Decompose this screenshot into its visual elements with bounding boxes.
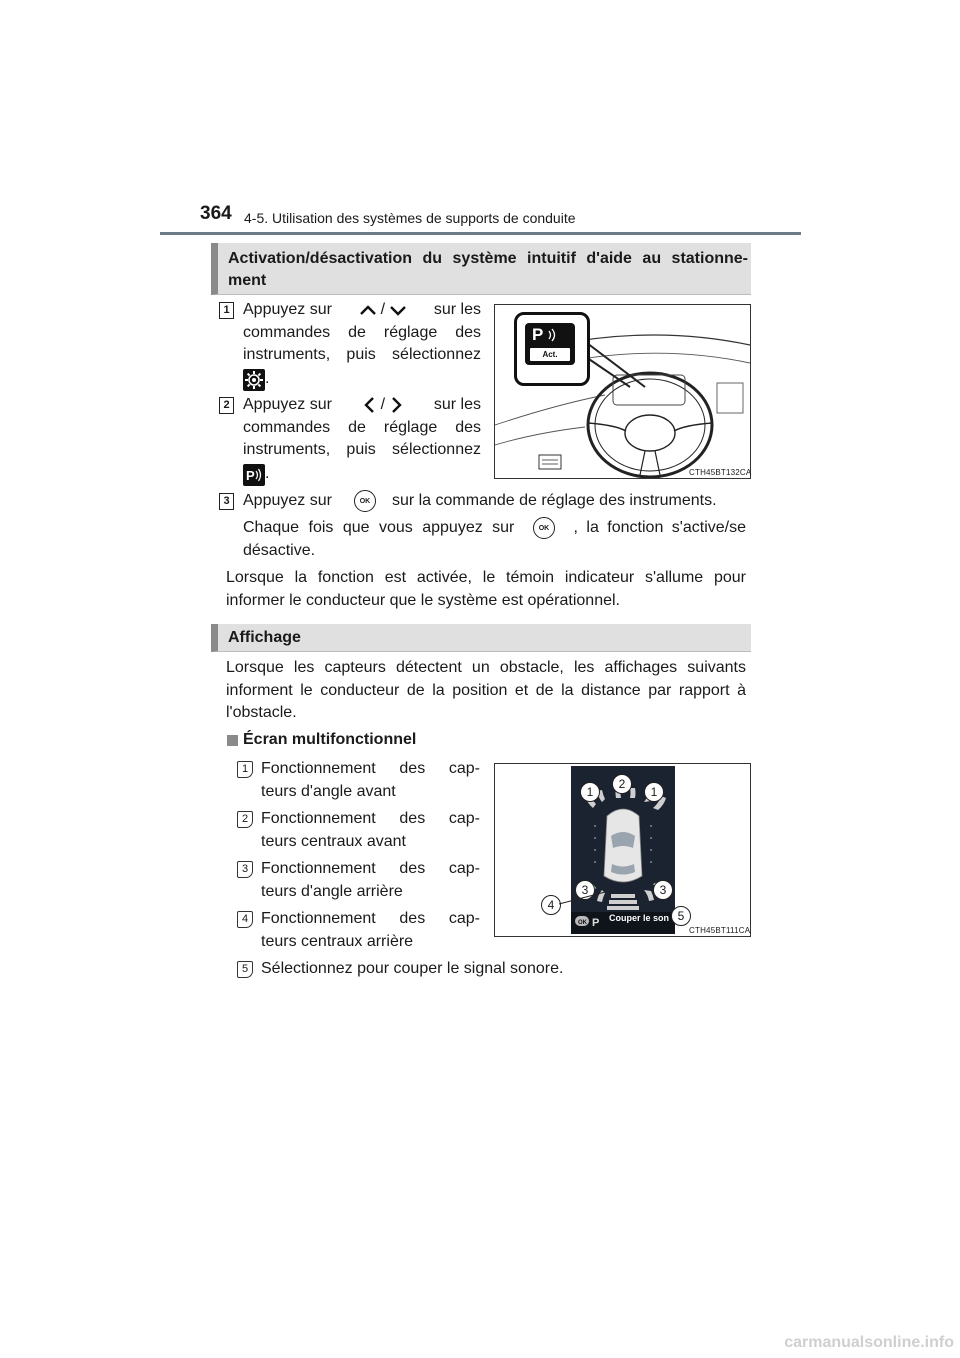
step-3-note-line-1 xyxy=(243,517,746,540)
display-paragraph-line-2: informent le conducteur de la position et de la distance par rapport à xyxy=(226,681,746,699)
step-2-slash: / xyxy=(380,396,386,413)
step-number-2: 2 xyxy=(219,397,234,414)
step-1-arrows xyxy=(359,299,407,322)
header-rule xyxy=(160,232,801,235)
indicator-symbol: P xyxy=(532,325,544,344)
section-heading-display: Affichage xyxy=(211,624,751,652)
section-heading-line-1: Activation/désactivation du système intuitif d'aide au stationne- xyxy=(228,250,748,267)
step-1-line-2: commandes de réglage des xyxy=(243,323,481,341)
list-item xyxy=(261,858,480,903)
svg-text:P: P xyxy=(246,467,255,483)
section-heading-line-2: ment xyxy=(228,272,267,289)
list-item-line-1: Fonctionnement des cap- xyxy=(261,860,480,877)
step-2-period: . xyxy=(265,465,270,482)
list-item-line-1: Sélectionnez pour couper le signal sonore. xyxy=(261,960,564,977)
step-1-line-4 xyxy=(243,367,481,391)
step-1-slash: / xyxy=(380,301,386,318)
step-2-text xyxy=(243,394,481,486)
callout-1-left: 1 xyxy=(580,782,600,802)
callout-5: 5 xyxy=(671,906,691,926)
list-item xyxy=(261,908,480,953)
step-1-text xyxy=(243,299,481,391)
display-ok-label: OK xyxy=(578,920,587,926)
chevron-right-icon xyxy=(391,396,403,414)
figure-code: CTH45BT111CA xyxy=(689,926,751,935)
chevron-down-icon xyxy=(389,304,407,316)
list-number-1: 1 xyxy=(237,761,253,778)
list-number-4: 4 xyxy=(237,911,253,928)
gear-icon xyxy=(243,369,265,391)
list-item-line-1: Fonctionnement des cap- xyxy=(261,760,480,777)
section-heading-activation xyxy=(211,243,751,295)
list-item-line-2: teurs centraux arrière xyxy=(261,932,414,950)
callout-2: 2 xyxy=(612,774,632,794)
step-3-note-lead: Chaque fois que vous appuyez sur xyxy=(243,519,515,536)
list-number-2: 2 xyxy=(237,811,253,828)
step-3-tail: sur la commande de réglage des instruments. xyxy=(391,492,717,509)
step-1-lead: Appuyez sur xyxy=(243,301,332,318)
page-number: 364 xyxy=(200,203,232,224)
indicator-act-label: Act. xyxy=(530,348,570,361)
step-number-3: 3 xyxy=(219,493,234,510)
callout-leader-line xyxy=(495,764,750,936)
list-item-line-1: Fonctionnement des cap- xyxy=(261,910,480,927)
step-1-line-3: instruments, puis sélectionnez xyxy=(243,346,481,363)
step-2-line-1 xyxy=(243,394,481,417)
chevron-left-icon xyxy=(363,396,375,414)
callout-badge-frame xyxy=(514,312,590,386)
step-3-note-tail: , la fonction s'active/se xyxy=(573,519,746,536)
list-number-3: 3 xyxy=(237,861,253,878)
activation-paragraph-line-1: Lorsque la fonction est activée, le témoin indicateur s'allume pour xyxy=(226,569,746,586)
figure-multi-display xyxy=(494,763,751,937)
display-p-label: P xyxy=(592,917,600,929)
list-item-line-1: Fonctionnement des cap- xyxy=(261,810,480,827)
list-number-5: 5 xyxy=(237,961,253,978)
list-item-line-2: teurs d'angle avant xyxy=(261,782,396,800)
subheading-multi-display: Écran multifonctionnel xyxy=(243,731,417,748)
display-paragraph xyxy=(226,657,746,725)
activation-paragraph xyxy=(226,567,746,612)
callout-3-left: 3 xyxy=(575,880,595,900)
figure-code: CTH45BT132CA xyxy=(689,468,752,477)
step-3-note xyxy=(243,517,746,562)
activation-paragraph-line-2: informer le conducteur que le système est opérationnel. xyxy=(226,591,620,609)
sensor-waves-icon xyxy=(547,326,563,344)
step-2-arrows xyxy=(363,394,403,417)
mute-label: Couper le son xyxy=(609,913,670,923)
display-paragraph-line-3: l'obstacle. xyxy=(226,704,297,721)
step-3-note-line-2: désactive. xyxy=(243,541,316,559)
parking-assist-indicator xyxy=(525,323,575,365)
list-item-line-2: teurs centraux avant xyxy=(261,832,406,850)
parking-sensor-icon xyxy=(243,464,265,486)
callout-3-right: 3 xyxy=(653,880,673,900)
figure-steering-wheel xyxy=(494,304,751,479)
step-3-line-1 xyxy=(243,490,753,513)
step-3-lead: Appuyez sur xyxy=(243,492,332,509)
square-bullet-icon xyxy=(227,735,238,746)
step-1-line-1 xyxy=(243,299,481,322)
step-1-tail: sur les xyxy=(433,301,481,318)
list-item-line-2: teurs d'angle arrière xyxy=(261,882,403,900)
step-2-line-4 xyxy=(243,462,481,486)
chevron-up-icon xyxy=(359,304,377,316)
step-1-period: . xyxy=(265,370,270,387)
step-3-text xyxy=(243,490,753,513)
callout-1-right: 1 xyxy=(644,782,664,802)
ok-button-icon: OK xyxy=(354,490,376,512)
watermark: carmanualsonline.info xyxy=(784,1334,954,1351)
list-item xyxy=(261,808,480,853)
callout-4: 4 xyxy=(541,895,561,915)
display-paragraph-line-1: Lorsque les capteurs détectent un obstacle, les affichages suivants xyxy=(226,659,746,676)
step-2-lead: Appuyez sur xyxy=(243,396,332,413)
ok-button-icon: OK xyxy=(533,517,555,539)
list-item xyxy=(261,758,480,803)
step-2-line-3: instruments, puis sélectionnez xyxy=(243,441,481,458)
step-2-tail: sur les xyxy=(433,396,481,413)
step-2-line-2: commandes de réglage des xyxy=(243,418,481,436)
step-number-1: 1 xyxy=(219,302,234,319)
chapter-title: 4-5. Utilisation des systèmes de supports de conduite xyxy=(244,210,576,226)
